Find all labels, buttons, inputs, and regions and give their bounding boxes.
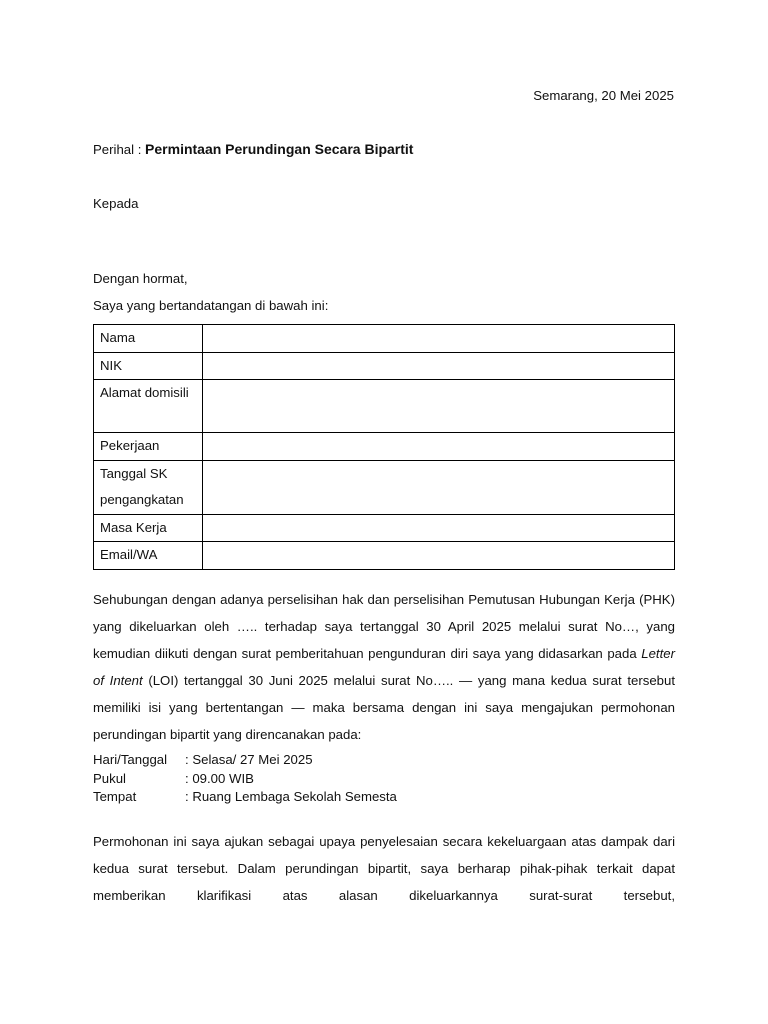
field-label-tanggal-sk: Tanggal SK pengangkatan [94,460,203,514]
schedule-label: Tempat [93,789,137,804]
table-row [94,380,675,433]
table-row [94,352,675,380]
subject-text: Permintaan Perundingan Secara Bipartit [145,141,414,157]
field-value-masa-kerja[interactable] [203,514,675,542]
field-label-masa-kerja: Masa Kerja [94,514,203,542]
paragraph1-part1: Sehubungan dengan adanya perselisihan hak dan perselisihan Pemutusan Hubungan Kerja (PHK) yang dikeluarkan oleh ….. terhadap saya tertanggal 30 April 2025 melalui surat No…, yang kemudian diikuti dengan surat pemberitahuan pengunduran diri saya yang didasarkan pada [93,592,675,661]
field-label-nama: Nama [94,325,203,353]
intro-text: Saya yang bertandatangan di bawah ini: [93,298,329,313]
table-row [94,542,675,570]
subject-label: Perihal : [93,142,146,157]
place-date: Semarang, 20 Mei 2025 [533,88,674,103]
field-value-alamat[interactable] [203,380,675,433]
schedule-row [93,751,397,770]
greeting: Dengan hormat, [93,271,188,286]
field-value-nik[interactable] [203,352,675,380]
schedule-label: Pukul [93,770,126,786]
table-row [94,433,675,461]
field-value-pekerjaan[interactable] [203,433,675,461]
paragraph1-part2: (LOI) tertanggal 30 Juni 2025 melalui surat No….. — yang mana kedua surat tersebut memiliki isi yang bertentangan — maka bersama dengan ini saya mengajukan permohonan perundingan bipartit yang direncanakan pada: [93,673,675,742]
field-value-nama[interactable] [203,325,675,353]
subject-line [93,141,413,157]
field-label-pekerjaan: Pekerjaan [94,433,203,461]
recipient-label: Kepada [93,196,139,211]
identity-table [93,324,675,570]
field-label-nik: NIK [94,352,203,380]
table-row [94,460,675,514]
field-value-email[interactable] [203,542,675,570]
schedule-value: : Selasa/ 27 Mei 2025 [185,752,313,767]
paragraph1-italic: Letter of Intent [93,646,675,688]
field-label-email: Email/WA [94,542,203,570]
schedule-value: : Ruang Lembaga Sekolah Semesta [185,789,397,804]
schedule-value: : 09.00 WIB [185,770,254,786]
field-label-alamat: Alamat domisili [94,380,203,433]
body-paragraph-1 [93,586,675,748]
schedule-row [93,788,397,807]
table-row [94,514,675,542]
table-row [94,325,675,353]
schedule-label: Hari/Tanggal [93,752,168,767]
schedule-row [93,770,397,789]
field-value-tanggal-sk[interactable] [203,460,675,514]
body-paragraph-2: Permohonan ini saya ajukan sebagai upaya penyelesaian secara kekeluargaan atas dampak dari kedua surat tersebut. Dalam perundingan bipartit, saya berharap pihak-pihak terkait dapat memberikan klarifikasi atas alasan dikeluarkannya surat-surat tersebut, [93,834,675,903]
schedule-block [93,751,397,807]
